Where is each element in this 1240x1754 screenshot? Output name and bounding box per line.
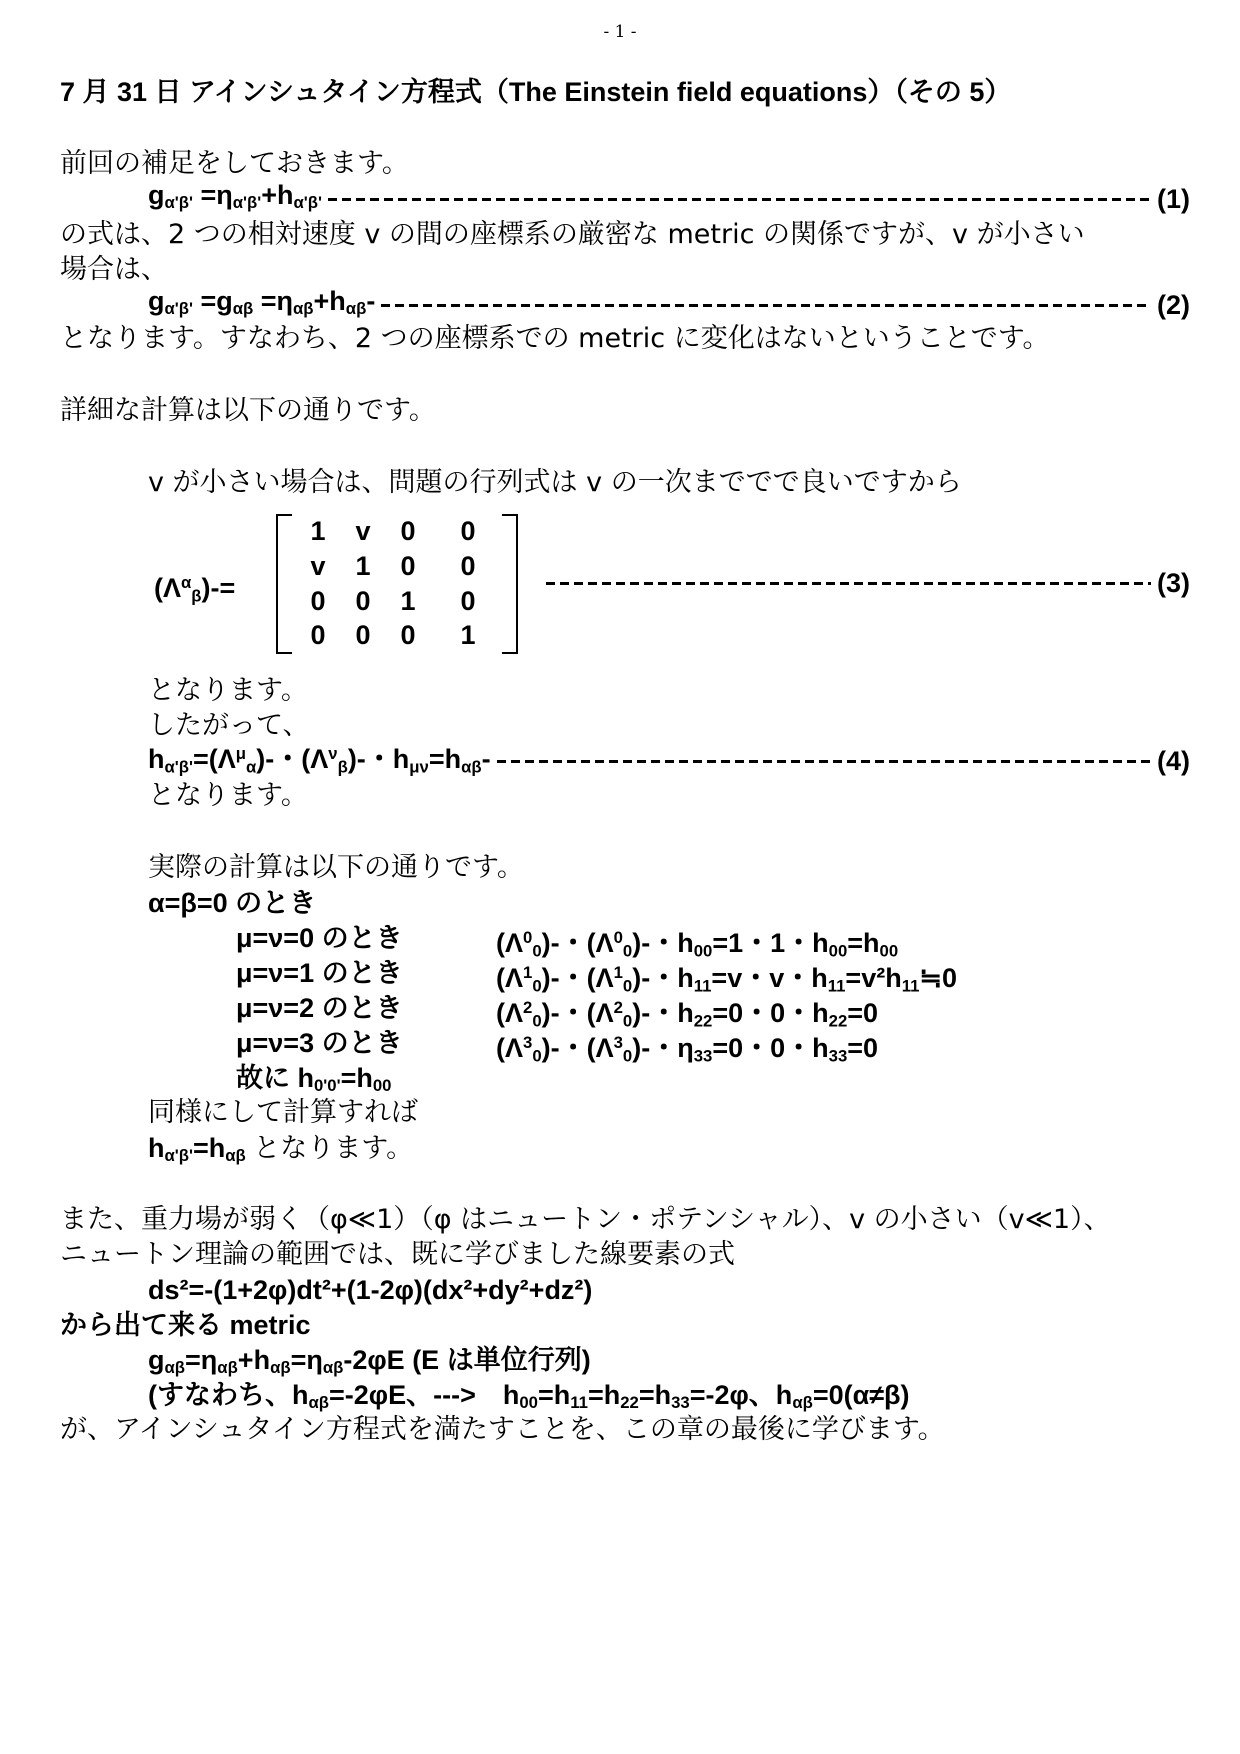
equation-3-lhs: $(\Lambda^\alpha_\beta)-=$ [154, 573, 236, 606]
case-result: $(\Lambda^2_0)-$・$(\Lambda^2_0)-$・$h_{22}=0$・0・$h_{22}=0$ [496, 998, 879, 1031]
matrix-cell: 1 [400, 586, 416, 616]
dash-leader [328, 198, 1151, 201]
equation-1 [148, 179, 1190, 216]
equation-2-lhs: $g_{\alpha'\beta'} =g_{\alpha\beta} =\eta_{\alpha\beta}+h_{\alpha\beta}-$ [148, 285, 376, 319]
paragraph-text: となります。 [148, 675, 308, 706]
case-condition: μ=ν=2 のとき [236, 993, 403, 1023]
paragraph-text: となります。 [148, 780, 308, 811]
page-number: - 1 - [603, 22, 637, 42]
case-result: $(\Lambda^1_0)-$・$(\Lambda^1_0)-$・$h_{11}=v$・v・$h_{11}=v^2h_{11}≒0$ [496, 963, 958, 996]
paragraph-text: 同様にして計算すれば [148, 1097, 418, 1128]
matrix-cell: 1 [460, 620, 476, 650]
case-heading: α=β=0 のとき [148, 888, 317, 918]
matrix-cell: 0 [400, 551, 416, 581]
case-result: $(\Lambda^3_0)-$・$(\Lambda^3_0)-$・$\eta_{33}=0$・0・$h_{33}=0$ [496, 1033, 879, 1066]
paragraph-text: したがって、 [148, 710, 310, 741]
lorentz-matrix [276, 514, 518, 652]
case-conclusion: 故に $h_{0'0'}=h_{00}$ [236, 1063, 392, 1096]
dash-leader [381, 304, 1151, 307]
case-condition: μ=ν=1 のとき [236, 958, 403, 988]
matrix-cell: v [310, 551, 326, 581]
paragraph-text: ニュートン理論の範囲では、既に学びました線要素の式 [60, 1239, 735, 1270]
matrix-cell: 0 [460, 551, 476, 581]
matrix-cell: 0 [460, 586, 476, 616]
paragraph-text: v が小さい場合は、問題の行列式は v の一次まででで良いですから [148, 467, 962, 498]
equation-3 [540, 566, 1190, 600]
dash-leader [497, 760, 1151, 763]
case-condition: μ=ν=0 のとき [236, 923, 403, 953]
paragraph-text: となります。すなわち、2 つの座標系での metric に変化はないということです。 [60, 323, 1050, 354]
equation-number: (2) [1157, 290, 1190, 320]
matrix-cell: 0 [355, 586, 371, 616]
matrix-cell: 0 [400, 516, 416, 546]
case-result: $(\Lambda^0_0)-$・$(\Lambda^0_0)-$・$h_{00}=1$・1・$h_{00}=h_{00}$ [496, 928, 899, 961]
matrix-cell: 0 [400, 620, 416, 650]
metric-equation: $g_{\alpha\beta}=\eta_{\alpha\beta}+h_{\alpha\beta}=\eta_{\alpha\beta}-2\varphi E$ (E は単位行列) [148, 1345, 591, 1378]
equation-number: (1) [1157, 184, 1190, 214]
matrix-cell: 0 [355, 620, 371, 650]
paragraph-text: また、重力場が弱く（φ≪1）（φ はニュートン・ポテンシャル）、v の小さい（v≪1）、 [60, 1204, 1111, 1235]
matrix-cell: 1 [310, 516, 326, 546]
paragraph-text: 場合は、 [60, 254, 168, 285]
matrix-cell: 0 [460, 516, 476, 546]
paragraph-text: 実際の計算は以下の通りです。 [148, 852, 524, 883]
matrix-cell: v [355, 516, 371, 546]
equation-number: (4) [1157, 746, 1190, 776]
dash-leader [546, 582, 1151, 585]
line-element-equation: ds²=-(1+2φ)dt²+(1-2φ)(dx²+dy²+dz²) [148, 1275, 593, 1305]
matrix-cell: 1 [355, 551, 371, 581]
solution-equation: (すなわち、$h_{\alpha\beta}=-2\varphi E$、---> $h_{00}=h_{11}=h_{22}=h_{33}=-2\varphi$、$h_{\alpha\beta}=0(\alpha\ne\beta)$ [148, 1380, 910, 1413]
case-condition: μ=ν=3 のとき [236, 1028, 403, 1058]
equation-4 [148, 744, 1190, 778]
equation-4-lhs: $h_{\alpha'\beta'}=(\Lambda^\mu_\alpha)-$・$(\Lambda^\nu_\beta)-$・$h_{\mu\nu}=h_{\alpha\beta}-$ [148, 744, 491, 777]
matrix-cell: 0 [310, 620, 326, 650]
matrix-right-bracket [502, 514, 518, 654]
equation-2 [148, 285, 1190, 322]
intro-text: 前回の補足をしておきます。 [60, 148, 409, 179]
paragraph-text: 詳細な計算は以下の通りです。 [60, 395, 436, 426]
matrix-left-bracket [276, 514, 292, 654]
paragraph-text: から出て来る metric [60, 1310, 311, 1340]
equation-number: (3) [1157, 568, 1190, 598]
paragraph-text: が、アインシュタイン方程式を満たすことを、この章の最後に学びます。 [60, 1414, 945, 1445]
equation-1-lhs: $g_{\alpha'\beta'} =\eta_{\alpha'\beta'}+h_{\alpha'\beta'}$ [148, 179, 322, 213]
matrix-cell: 0 [310, 586, 326, 616]
paragraph-text: の式は、2 つの相対速度 v の間の座標系の厳密な metric の関係ですが、v が小さい [60, 219, 1085, 250]
result-line: $h_{\alpha'\beta'}=h_{\alpha\beta}$ となります。 [148, 1133, 414, 1166]
page-title: 7 月 31 日 アインシュタイン方程式（The Einstein field equations）（その 5） [60, 77, 1012, 107]
